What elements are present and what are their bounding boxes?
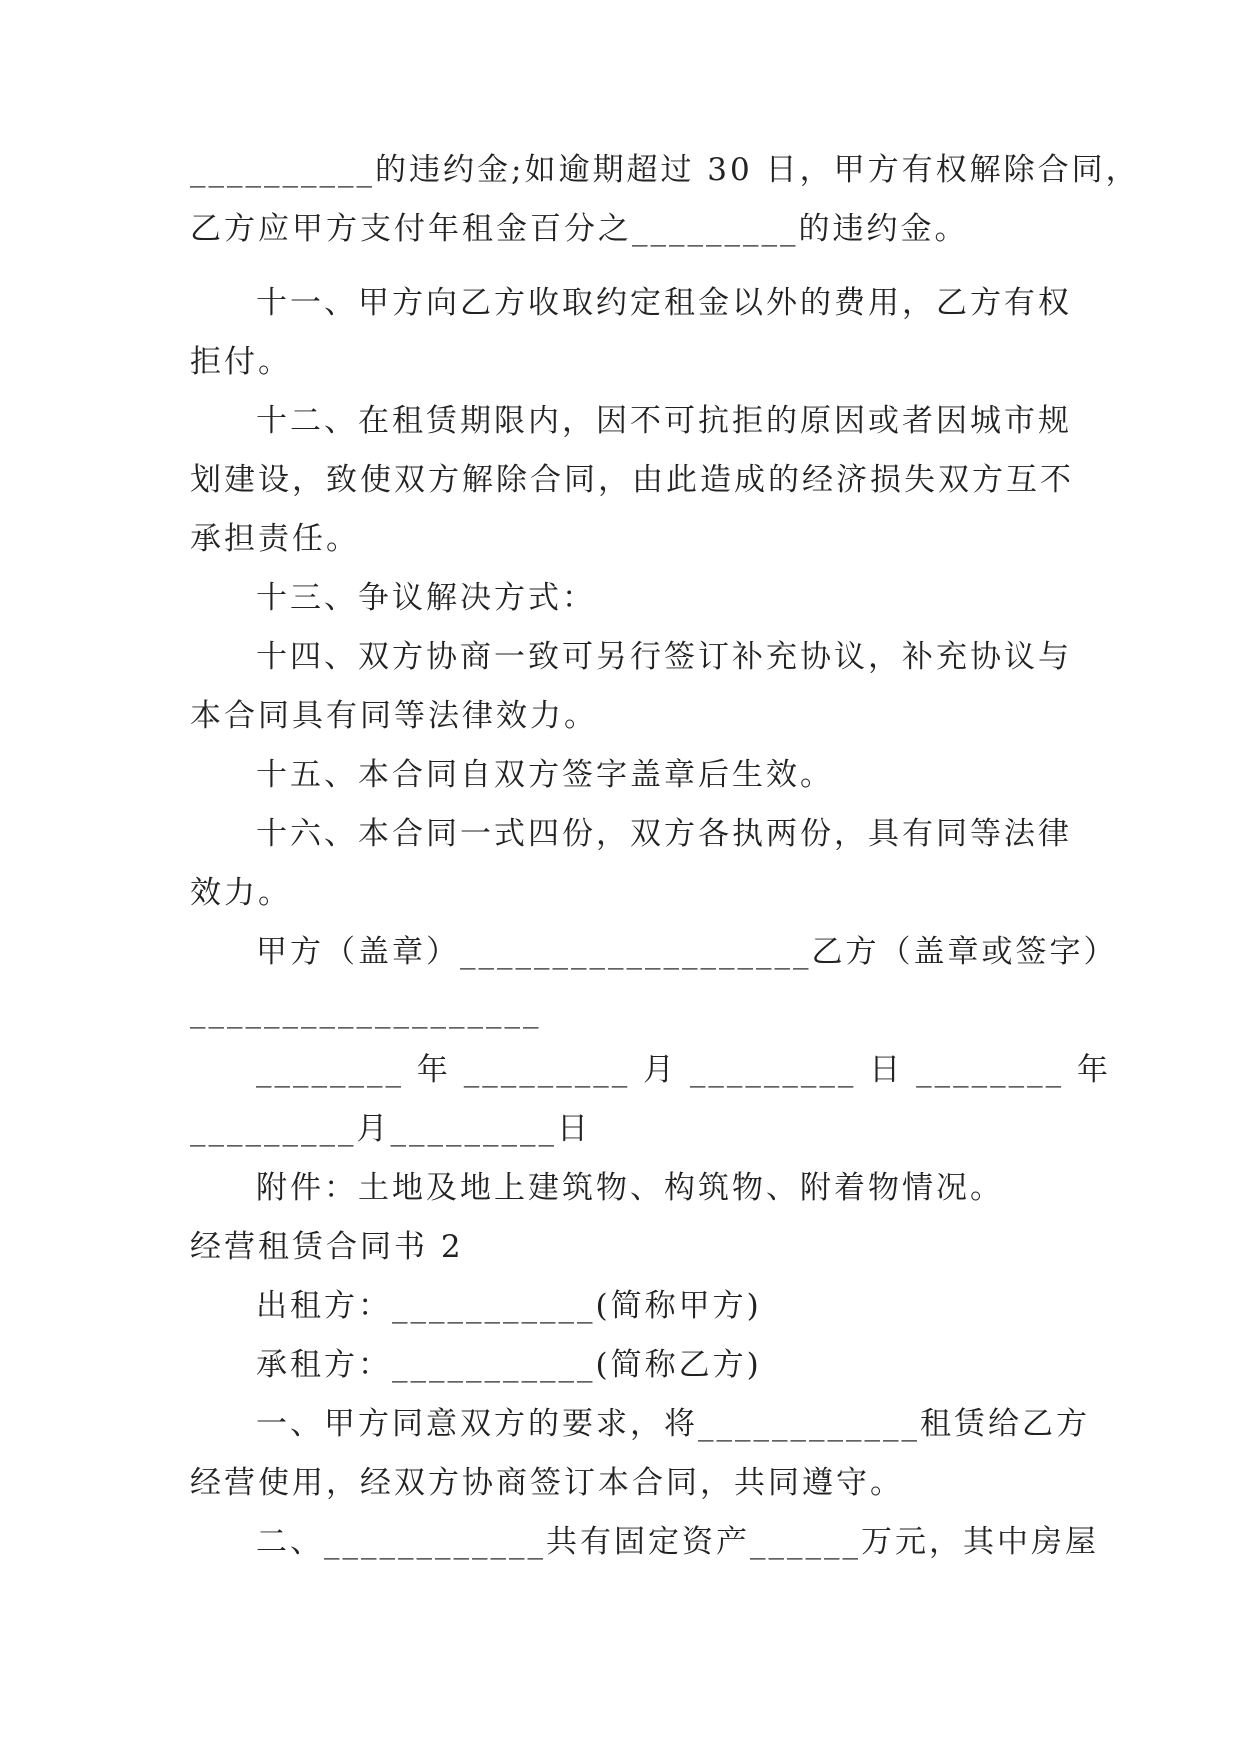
date-line: _________月_________日 (190, 1111, 591, 1147)
text-line: 效力。 (190, 875, 292, 911)
text-line: 十二、在租赁期限内，因不可抗拒的原因或者因城市规 (256, 403, 1072, 439)
text-line: 承租方：___________(简称乙方) (256, 1347, 762, 1383)
text-line: 出租方：___________(简称甲方) (256, 1288, 762, 1324)
text-line: 十一、甲方向乙方收取约定租金以外的费用，乙方有权 (256, 285, 1072, 321)
text-line: 经营使用，经双方协商签订本合同，共同遵守。 (190, 1465, 904, 1501)
text-line: 二、____________共有固定资产______万元，其中房屋 (256, 1524, 1099, 1560)
text-line: 十三、争议解决方式： (256, 580, 596, 616)
signature-line: 甲方（盖章）___________________乙方（盖章或签字） (256, 934, 1118, 970)
text-line: 十五、本合同自双方签字盖章后生效。 (256, 757, 834, 793)
text-line: 承担责任。 (190, 521, 360, 557)
text-line: 附件：土地及地上建筑物、构筑物、附着物情况。 (256, 1170, 1004, 1206)
text-line: 划建设，致使双方解除合同，由此造成的经济损失双方互不 (190, 462, 1074, 498)
text-line: 拒付。 (190, 344, 292, 380)
text-line: 乙方应甲方支付年租金百分之_________的违约金。 (190, 211, 969, 247)
text-line: __________的违约金;如逾期超过 30 日，甲方有权解除合同， (190, 152, 1140, 188)
signature-line: ___________________ (190, 993, 542, 1029)
date-line: ________ 年 _________ 月 _________ 日 ________ 年 (256, 1052, 1111, 1088)
text-line: 十四、双方协商一致可另行签订补充协议，补充协议与 (256, 639, 1072, 675)
text-line: 一、甲方同意双方的要求，将____________租赁给乙方 (256, 1406, 1090, 1442)
text-line: 十六、本合同一式四份，双方各执两份，具有同等法律 (256, 816, 1072, 852)
text-line: 本合同具有同等法律效力。 (190, 698, 598, 734)
section-title: 经营租赁合同书 2 (190, 1229, 464, 1265)
